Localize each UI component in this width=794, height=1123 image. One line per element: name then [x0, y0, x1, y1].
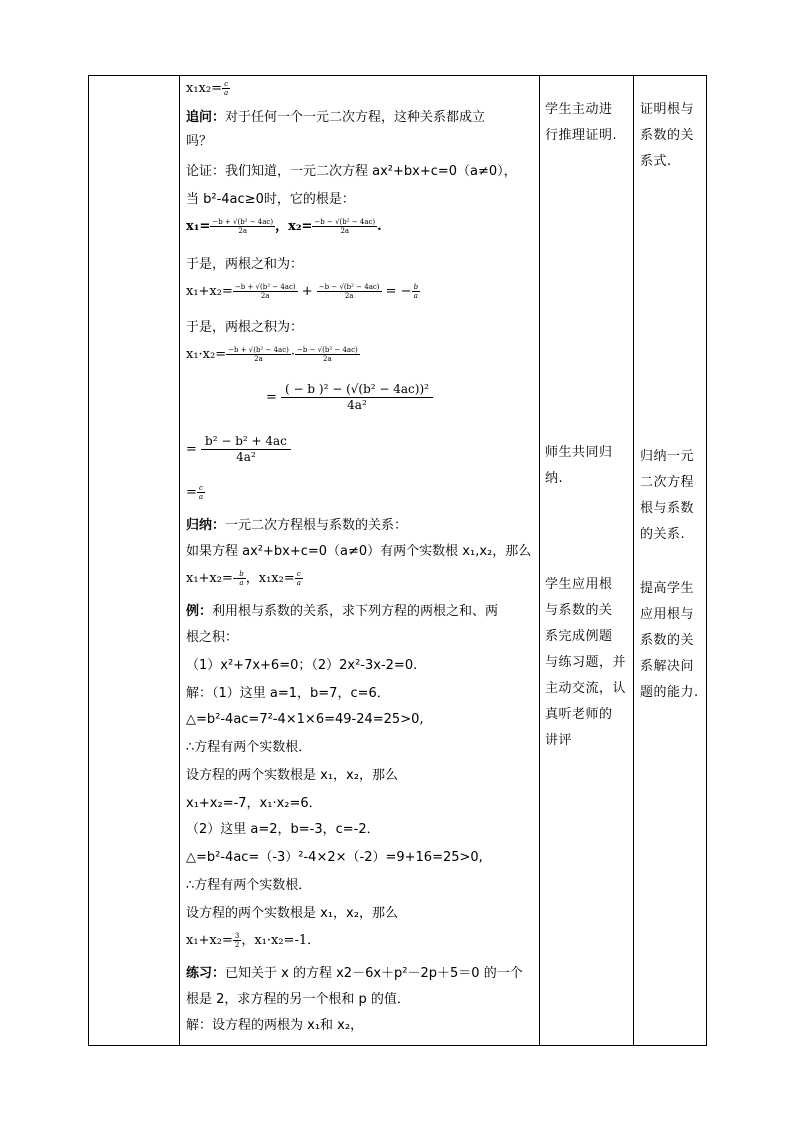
solution-2-conclusion: ∴方程有两个实数根． — [186, 878, 312, 893]
proof-condition: 当 b²-4ac≥0时，它的根是： — [186, 192, 355, 207]
design-intent-2: 归纳一元 二次方程 根与系数 的关系. — [640, 449, 695, 542]
example-equations: （1）x²+7x+6=0；（2）2x²-3x-2=0. — [186, 658, 418, 673]
table-border-right — [706, 75, 707, 1046]
solution-1-result: x₁+x₂=-7，x₁·x₂=6． — [186, 796, 322, 811]
line-product-formula: x₁x₂= $\frac{c}{a}$ — [186, 80, 229, 97]
example-prompt: 例：利用根与系数的关系，求下列方程的两根之和、两 — [186, 604, 499, 619]
follow-up-question-cont: 吗？ — [186, 134, 213, 149]
product-result: = $\frac{c}{a}$ — [186, 484, 204, 501]
solution-1-discriminant: △=b²-4ac=7²-4×1×6=49-24=25>0, — [186, 712, 424, 727]
solution-2-result: x₁+x₂= $\frac{3}{2}$ ，x₁·x₂=-1． — [186, 932, 321, 949]
vieta-rule: 如果方程 ax²+bx+c=0（a≠0）有两个实数根 x₁,x₂，那么 — [186, 544, 532, 559]
summary-heading: 归纳：一元二次方程根与系数的关系： — [186, 518, 408, 533]
product-intro: 于是，两根之积为： — [186, 320, 304, 335]
solution-2-coeffs: （2）这里 a=2，b=-3，c=-2． — [186, 822, 380, 837]
sum-derivation: x₁+x₂= $\frac{\text{−b + √(b² − 4ac)}}{2a}$ + $\frac{\text{−b − √(b² − 4ac)}}{2a}$ = − $\frac{b}{a}$ — [186, 283, 419, 300]
proof-intro: 论证：我们知道，一元二次方程 ax²+bx+c=0（a≠0）， — [186, 164, 517, 179]
table-bottom-border — [88, 1045, 707, 1046]
design-intent-1: 证明根与 系数的关 系式. — [640, 102, 695, 169]
exercise-prompt: 练习：已知关于 x 的方程 x2－6x＋p²－2p＋5＝0 的一个 — [186, 966, 523, 981]
student-activity-3: 学生应用根 与系数的关 系完成例题 与练习题，并 主动交流，认 真听老师的 讲评 — [545, 577, 627, 748]
solution-1-coeffs: 解：（1）这里 a=1，b=7，c=6． — [186, 686, 390, 701]
table-border-left — [88, 75, 89, 1046]
example-prompt-cont: 根之积： — [186, 630, 239, 645]
sum-intro: 于是，两根之和为： — [186, 257, 304, 272]
table-divider-2 — [539, 75, 540, 1046]
solution-1-assume: 设方程的两个实数根是 x₁，x₂，那么 — [186, 768, 398, 783]
teaching-content-column — [186, 76, 536, 1044]
design-intent-3: 提高学生 应用根与 系数的关 系解决问 题的能力. — [640, 581, 699, 700]
table-divider-1 — [179, 75, 180, 1046]
table-divider-3 — [633, 75, 634, 1046]
solution-2-discriminant: △=b²-4ac=（-3）²-4×2×（-2）=9+16=25>0, — [186, 850, 483, 865]
product-step-3: = $\frac{\text{b² − b² + 4ac}}{\text{4a²}}$ — [186, 434, 291, 465]
exercise-solution: 解：设方程的两根为 x₁和 x₂， — [186, 1018, 364, 1033]
solution-1-conclusion: ∴方程有两个实数根． — [186, 740, 312, 755]
exercise-prompt-cont: 根是 2，求方程的另一个根和 p 的值． — [186, 992, 410, 1007]
student-activity-2: 师生共同归 纳. — [545, 445, 613, 486]
follow-up-question: 追问：对于任何一个一元二次方程，这种关系都成立 — [186, 110, 486, 125]
vieta-formula: x₁+x₂=- $\frac{b}{a}$ ，x₁x₂= $\frac{c}{a}$ — [186, 570, 301, 587]
product-derivation: x₁·x₂= $\frac{\text{−b + √(b² − 4ac)}}{2a}$ · $\frac{\text{−b − √(b² − 4ac)}}{2a}$ — [186, 346, 358, 363]
quadratic-roots: x₁= $\frac{\text{−b + √(b² − 4ac)}}{2a}$ ，x₂= $\frac{\text{−b − √(b² − 4ac)}}{2a}$ . — [186, 218, 382, 235]
product-step-2: = $\frac{\text{( − b )² − (√(b² − 4ac))²}}{\text{4a²}}$ — [266, 382, 433, 413]
solution-2-assume: 设方程的两个实数根是 x₁，x₂，那么 — [186, 906, 398, 921]
student-activity-1: 学生主动进 行推理证明. — [545, 102, 618, 143]
